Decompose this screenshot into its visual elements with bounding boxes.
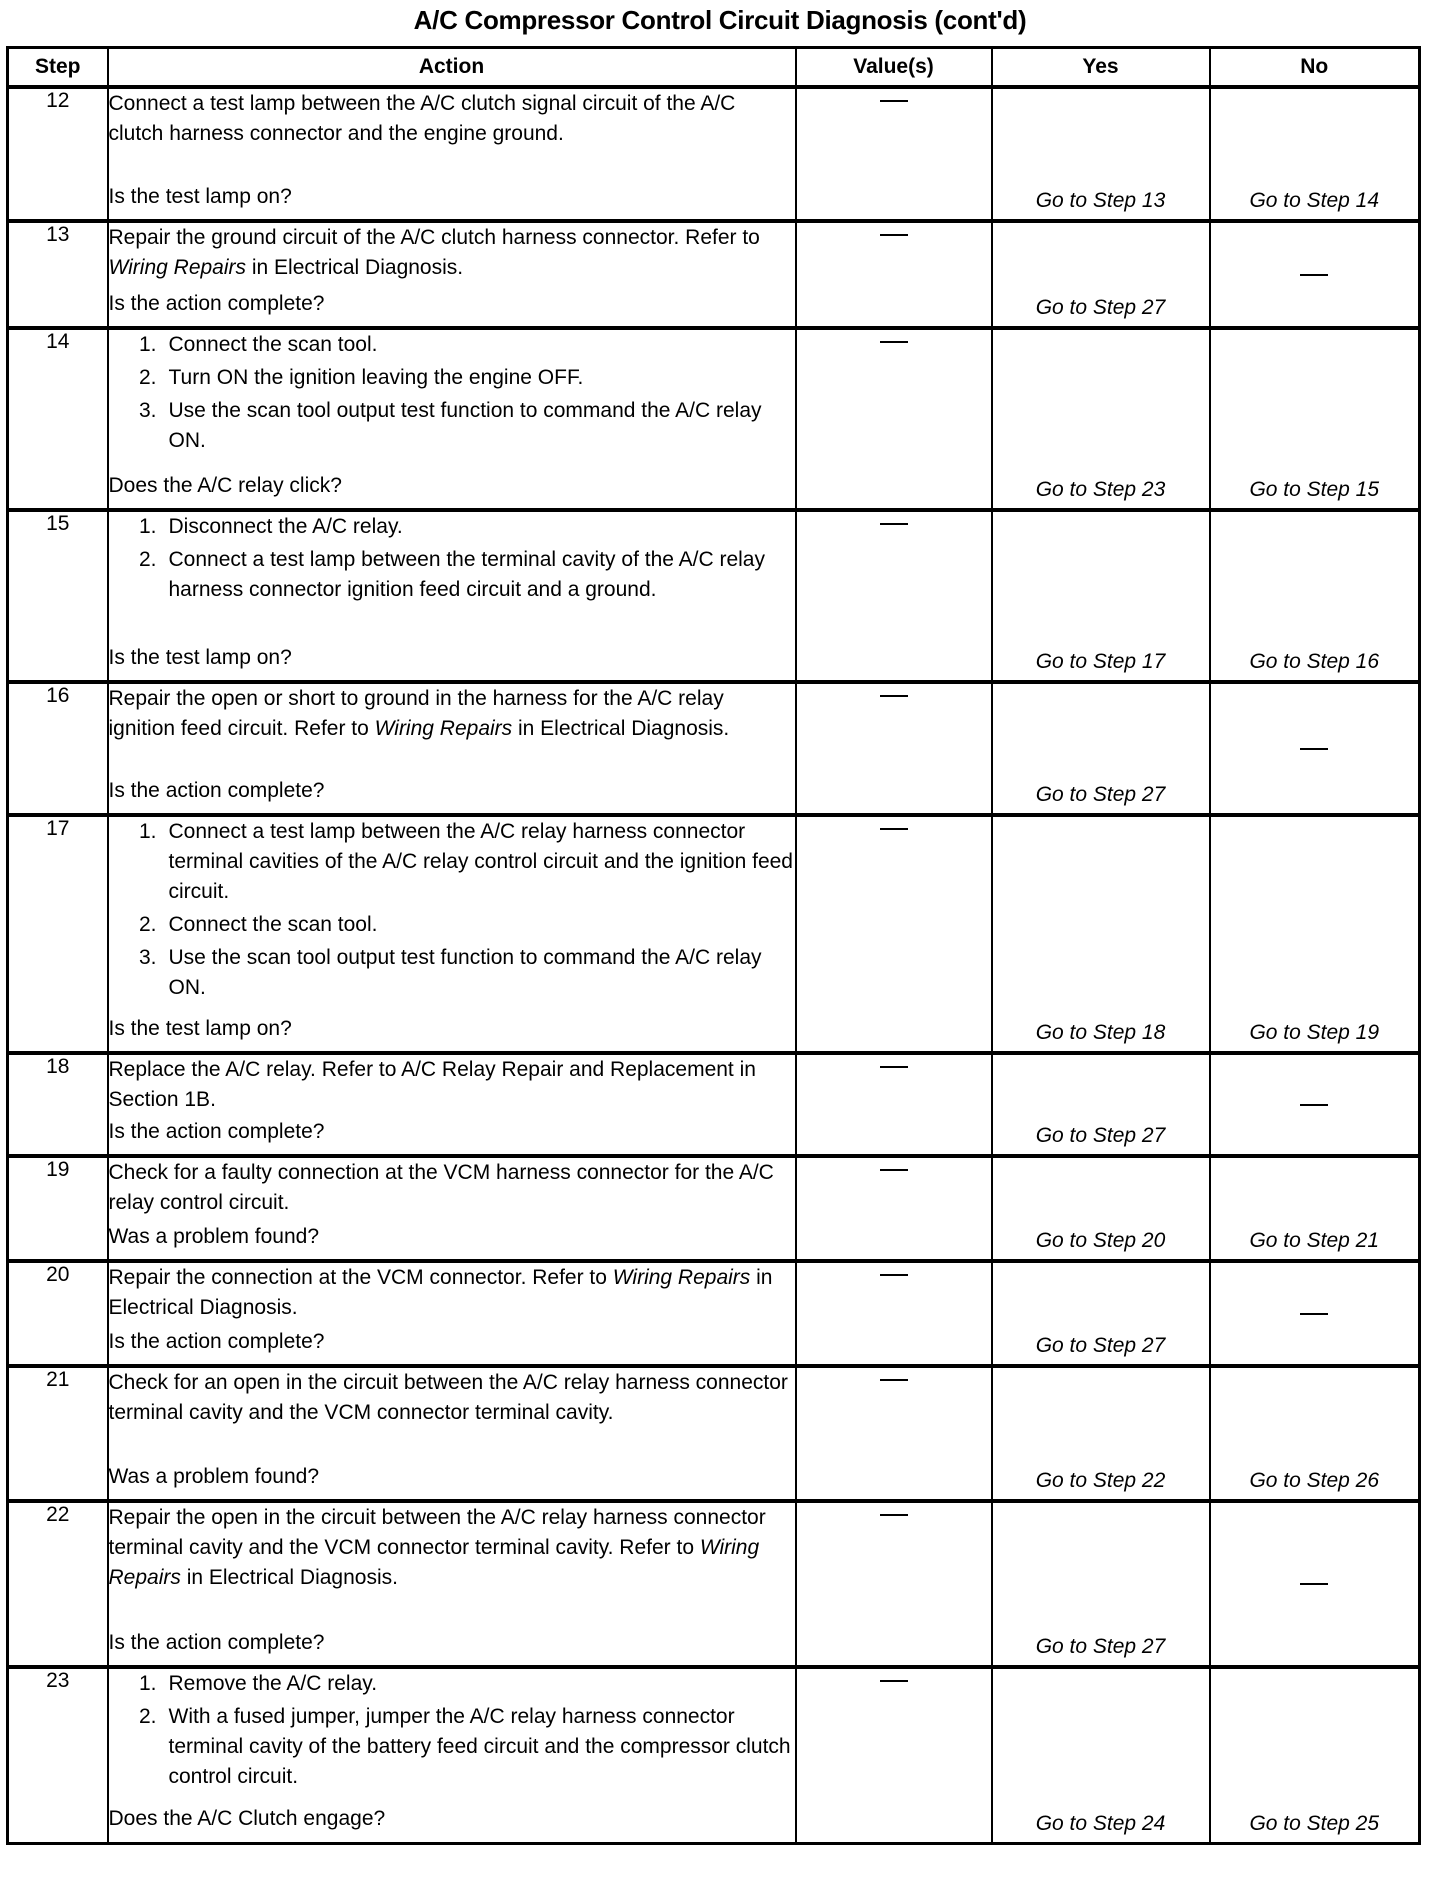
action-step-item: [109, 1669, 795, 1699]
action-step-text: Use the scan tool output test function to command the A/C relay ON.: [168, 946, 762, 999]
table-row: [8, 328, 1420, 510]
action-text-segment: in Electrical Diagnosis.: [512, 717, 730, 740]
action-text-segment: Connect a test lamp between the A/C clutch signal circuit of the A/C clutch harness connector and the engine ground.: [108, 92, 736, 145]
action-text-segment: in Electrical Diagnosis.: [108, 1266, 773, 1319]
action-step-number: 1.: [138, 333, 157, 356]
yes-outcome-cell: [992, 1667, 1210, 1843]
action-step-item: [109, 512, 795, 542]
reference-title: Wiring Repairs: [108, 1536, 760, 1589]
action-step-number: 3.: [138, 399, 157, 422]
action-text-segment: Replace the A/C relay. Refer to A/C Relay Repair and Replacement in Section 1B.: [108, 1058, 756, 1111]
value-cell: [796, 815, 992, 1053]
action-text: [109, 1503, 795, 1593]
action-step-number: 2.: [138, 913, 157, 936]
dash-mark: [1300, 748, 1328, 750]
action-content: [109, 89, 795, 212]
value-cell: [796, 1156, 992, 1261]
value-cell: [796, 1261, 992, 1366]
value-cell: [796, 1501, 992, 1667]
action-cell: [108, 1501, 796, 1667]
action-question: Is the test lamp on?: [108, 1017, 292, 1040]
step-number: 15: [8, 510, 108, 682]
action-cell: [108, 815, 796, 1053]
action-cell: [108, 221, 796, 328]
dash-mark: [1300, 1104, 1328, 1106]
yes-outcome-cell: [992, 1156, 1210, 1261]
action-text: [109, 1263, 795, 1323]
action-question: Was a problem found?: [108, 1465, 320, 1488]
no-outcome-cell: [1210, 1053, 1420, 1156]
yes-outcome-cell: [992, 1261, 1210, 1366]
action-cell: [108, 1053, 796, 1156]
no-outcome-cell: [1210, 510, 1420, 682]
action-step-list: [109, 1669, 795, 1792]
no-outcome-cell: [1210, 87, 1420, 221]
value-cell: [796, 510, 992, 682]
step-number: 13: [8, 221, 108, 328]
goto-step-link: Go to Step 25: [1249, 1811, 1380, 1835]
action-content: [109, 817, 795, 1044]
action-step-item: [109, 545, 795, 605]
action-step-number: 1.: [138, 820, 157, 843]
action-step-text: With a fused jumper, jumper the A/C relay harness connector terminal cavity of the battery feed circuit and the compressor clutch control circuit.: [168, 1705, 791, 1788]
table-row: [8, 1501, 1420, 1667]
table-row: [8, 1366, 1420, 1501]
no-outcome-cell: [1210, 682, 1420, 815]
yes-outcome-cell: [992, 682, 1210, 815]
no-none-dash: [1211, 737, 1419, 761]
column-header-action: Action: [108, 48, 796, 88]
yes-outcome-cell: [992, 221, 1210, 328]
value-cell: [796, 1053, 992, 1156]
table-row: [8, 1261, 1420, 1366]
action-step-item: [109, 363, 795, 393]
table-row: [8, 682, 1420, 815]
action-content: [109, 330, 795, 501]
action-text: [109, 1158, 795, 1218]
action-step-item: [109, 396, 795, 456]
action-text-segment: Repair the open or short to ground in the harness for the A/C relay ignition feed circuit. Refer to: [108, 687, 724, 740]
value-dash: [880, 341, 908, 343]
action-instructions: [109, 1263, 795, 1323]
value-cell: [796, 221, 992, 328]
action-step-text: Disconnect the A/C relay.: [168, 515, 403, 538]
action-cell: [108, 1667, 796, 1843]
action-step-number: 3.: [138, 946, 157, 969]
yes-outcome-cell: [992, 510, 1210, 682]
column-header-value: Value(s): [796, 48, 992, 88]
action-step-list: [109, 817, 795, 1003]
step-number: 22: [8, 1501, 108, 1667]
action-cell: [108, 1261, 796, 1366]
no-outcome-cell: [1210, 1501, 1420, 1667]
action-question: Is the action complete?: [108, 1120, 325, 1143]
goto-step-link: Go to Step 18: [1035, 1021, 1166, 1044]
action-content: [109, 684, 795, 806]
action-text-segment: Repair the ground circuit of the A/C clutch harness connector. Refer to: [108, 226, 760, 249]
action-instructions: [109, 1669, 795, 1795]
step-number: 14: [8, 328, 108, 510]
action-question: Was a problem found?: [108, 1225, 320, 1248]
yes-outcome-cell: [992, 1366, 1210, 1501]
goto-step-link: Go to Step 13: [1035, 189, 1166, 212]
value-dash: [880, 100, 908, 102]
action-text-segment: Check for a faulty connection at the VCM harness connector for the A/C relay control circuit.: [108, 1161, 774, 1214]
goto-step-link: Go to Step 20: [1035, 1229, 1166, 1252]
action-text-segment: Check for an open in the circuit between the A/C relay harness connector terminal cavity and the VCM connector terminal cavity.: [108, 1371, 788, 1424]
action-question: Is the action complete?: [108, 1631, 325, 1654]
goto-step-link: Go to Step 26: [1249, 1469, 1380, 1492]
value-cell: [796, 682, 992, 815]
value-dash: [880, 1066, 908, 1068]
no-outcome-cell: [1210, 1667, 1420, 1843]
dash-mark: [1300, 1583, 1328, 1585]
column-header-yes: Yes: [992, 48, 1210, 88]
action-step-text: Remove the A/C relay.: [168, 1672, 378, 1695]
action-content: [109, 1503, 795, 1658]
value-dash: [880, 234, 908, 236]
action-text: [109, 684, 795, 744]
action-instructions: [109, 1503, 795, 1593]
step-number: 17: [8, 815, 108, 1053]
value-cell: [796, 87, 992, 221]
value-cell: [796, 1366, 992, 1501]
action-content: [109, 512, 795, 673]
dash-mark: [1300, 1313, 1328, 1315]
action-question: Is the action complete?: [108, 1330, 325, 1353]
goto-step-link: Go to Step 15: [1249, 478, 1380, 501]
action-instructions: [109, 1055, 795, 1115]
action-instructions: [109, 512, 795, 608]
action-step-text: Connect a test lamp between the terminal cavity of the A/C relay harness connector ignition feed circuit and a ground.: [168, 548, 765, 601]
yes-outcome-cell: [992, 1053, 1210, 1156]
table-row: [8, 221, 1420, 328]
table-row: [8, 1053, 1420, 1156]
table-row: [8, 1667, 1420, 1843]
yes-outcome-cell: [992, 87, 1210, 221]
step-number: 21: [8, 1366, 108, 1501]
action-step-list: [109, 330, 795, 456]
action-step-number: 2.: [138, 1705, 157, 1728]
step-number: 12: [8, 87, 108, 221]
table-row: [8, 815, 1420, 1053]
dash-mark: [1300, 274, 1328, 276]
action-question: Is the action complete?: [108, 779, 325, 802]
action-step-number: 1.: [138, 515, 157, 538]
action-step-text: Connect the scan tool.: [168, 913, 378, 936]
action-instructions: [109, 330, 795, 459]
no-outcome-cell: [1210, 1261, 1420, 1366]
action-step-number: 2.: [138, 366, 157, 389]
action-text-segment: in Electrical Diagnosis.: [180, 1566, 398, 1589]
goto-step-link: Go to Step 21: [1249, 1229, 1380, 1252]
action-step-text: Connect a test lamp between the A/C relay harness connector terminal cavities of the A/C relay control circuit and the ignition feed circuit.: [168, 820, 793, 903]
goto-step-link: Go to Step 16: [1249, 650, 1380, 673]
action-step-number: 2.: [138, 548, 157, 571]
column-header-step: Step: [8, 48, 108, 88]
no-none-dash: [1211, 1302, 1419, 1326]
yes-outcome-cell: [992, 328, 1210, 510]
action-cell: [108, 510, 796, 682]
page-title: A/C Compressor Control Circuit Diagnosis (cont'd): [413, 5, 1027, 35]
value-dash: [880, 1680, 908, 1682]
yes-outcome-cell: [992, 1501, 1210, 1667]
action-content: [109, 1055, 795, 1147]
yes-outcome-cell: [992, 815, 1210, 1053]
no-outcome-cell: [1210, 221, 1420, 328]
action-step-text: Turn ON the ignition leaving the engine OFF.: [168, 366, 584, 389]
action-instructions: [109, 1158, 795, 1218]
no-outcome-cell: [1210, 1366, 1420, 1501]
no-outcome-cell: [1210, 1156, 1420, 1261]
action-cell: [108, 87, 796, 221]
step-number: 23: [8, 1667, 108, 1843]
table-row: [8, 510, 1420, 682]
reference-title: Wiring Repairs: [374, 717, 513, 740]
goto-step-link: Go to Step 23: [1035, 478, 1166, 501]
action-text-segment: Repair the open in the circuit between the A/C relay harness connector terminal cavity and the VCM connector terminal cavity. Refer to: [108, 1506, 766, 1559]
goto-step-link: Go to Step 14: [1249, 189, 1380, 212]
action-step-text: Use the scan tool output test function to command the A/C relay ON.: [168, 399, 762, 452]
action-cell: [108, 1366, 796, 1501]
action-instructions: [109, 89, 795, 149]
step-number: 18: [8, 1053, 108, 1156]
action-text: [109, 1055, 795, 1115]
table-row: [8, 1156, 1420, 1261]
action-question: Is the test lamp on?: [108, 185, 292, 208]
action-step-list: [109, 512, 795, 605]
action-step-text: Connect the scan tool.: [168, 333, 378, 356]
action-content: [109, 223, 795, 319]
action-instructions: [109, 817, 795, 1006]
action-content: [109, 1158, 795, 1252]
action-cell: [108, 328, 796, 510]
action-instructions: [109, 223, 795, 283]
table-row: [8, 87, 1420, 221]
step-number: 20: [8, 1261, 108, 1366]
table-body: [8, 87, 1420, 1843]
value-cell: [796, 1667, 992, 1843]
action-text: [109, 223, 795, 283]
value-dash: [880, 1274, 908, 1276]
action-step-item: [109, 817, 795, 907]
action-text-segment: in Electrical Diagnosis.: [246, 256, 464, 279]
action-cell: [108, 1156, 796, 1261]
goto-step-link: Go to Step 27: [1035, 1124, 1166, 1147]
value-dash: [880, 695, 908, 697]
no-none-dash: [1211, 263, 1419, 287]
action-step-item: [109, 330, 795, 360]
action-question: Does the A/C relay click?: [108, 474, 342, 497]
action-step-item: [109, 1702, 795, 1792]
value-dash: [880, 1169, 908, 1171]
diagnosis-table: [6, 46, 1421, 1845]
action-instructions: [109, 684, 795, 744]
action-instructions: [109, 1368, 795, 1428]
goto-step-link: Go to Step 27: [1035, 783, 1166, 806]
goto-step-link: Go to Step 24: [1035, 1811, 1166, 1835]
action-content: [109, 1263, 795, 1357]
goto-step-link: Go to Step 19: [1249, 1021, 1380, 1044]
value-cell: [796, 328, 992, 510]
table-header-row: [8, 48, 1420, 88]
action-text: [109, 1368, 795, 1428]
step-number: 19: [8, 1156, 108, 1261]
action-step-item: [109, 910, 795, 940]
no-none-dash: [1211, 1093, 1419, 1117]
no-outcome-cell: [1210, 328, 1420, 510]
action-text: [109, 89, 795, 149]
action-question: Is the test lamp on?: [108, 646, 292, 669]
value-dash: [880, 1379, 908, 1381]
goto-step-link: Go to Step 27: [1035, 1635, 1166, 1658]
action-content: [109, 1669, 795, 1834]
step-number: 16: [8, 682, 108, 815]
action-question: Is the action complete?: [108, 292, 325, 315]
action-step-item: [109, 943, 795, 1003]
no-none-dash: [1211, 1572, 1419, 1596]
goto-step-link: Go to Step 27: [1035, 1334, 1166, 1357]
goto-step-link: Go to Step 27: [1035, 296, 1166, 319]
reference-title: Wiring Repairs: [612, 1266, 751, 1289]
action-text-segment: Repair the connection at the VCM connector. Refer to: [108, 1266, 613, 1289]
value-dash: [880, 1514, 908, 1516]
reference-title: Wiring Repairs: [108, 256, 247, 279]
action-question: Does the A/C Clutch engage?: [108, 1807, 386, 1830]
action-step-number: 1.: [138, 1672, 157, 1695]
goto-step-link: Go to Step 17: [1035, 650, 1166, 673]
action-cell: [108, 682, 796, 815]
value-dash: [880, 523, 908, 525]
action-content: [109, 1368, 795, 1492]
no-outcome-cell: [1210, 815, 1420, 1053]
goto-step-link: Go to Step 22: [1035, 1469, 1166, 1492]
column-header-no: No: [1210, 48, 1420, 88]
value-dash: [880, 828, 908, 830]
